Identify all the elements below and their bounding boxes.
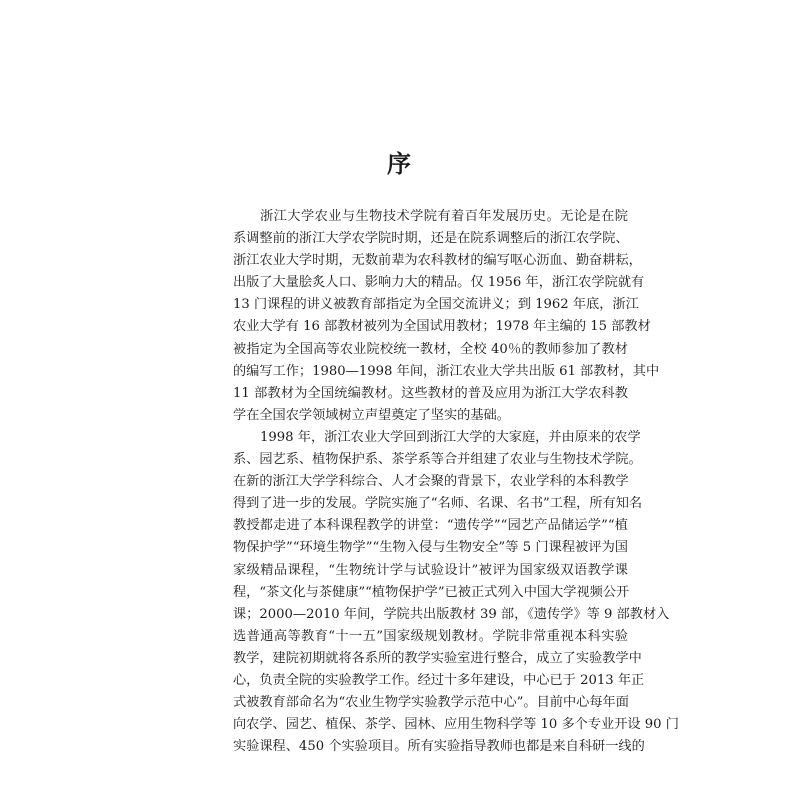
text-line: 系调整前的浙江大学农学院时期，还是在院系调整后的浙江农学院、 xyxy=(233,231,629,247)
text-line: 的编写工作；1980—1998 年间，浙江农业大学共出版 61 部教材，其中 xyxy=(233,363,660,379)
text-line: 出版了大量脍炙人口、影响力大的精品。仅 1956 年，浙江农学院就有 xyxy=(233,275,645,291)
text-line: 得到了进一步的发展。学院实施了“名师、名课、名书”工程，所有知名 xyxy=(233,496,643,512)
text-line: 心，负责全院的实验教学工作。经过十多年建设，中心已于 2013 年正 xyxy=(233,672,645,688)
page-title: 序 xyxy=(387,150,413,179)
text-line: 浙江农业大学时期，无数前辈为农科教材的编写呕心沥血、勤奋耕耘， xyxy=(233,253,642,269)
text-line: 1998 年，浙江农业大学回到浙江大学的大家庭，并由原来的农学 xyxy=(260,429,641,445)
text-line: 13 门课程的讲义被教育部指定为全国交流讲义；到 1962 年底，浙江 xyxy=(233,297,639,313)
text-line: 教授都走进了本科课程教学的讲堂：“遗传学”“园艺产品储运学”“植 xyxy=(233,518,628,534)
text-line: 物保护学”“环境生物学”“生物入侵与生物安全”等 5 门课程被评为国 xyxy=(233,540,628,556)
text-line: 课；2000—2010 年间，学院共出版教材 39 部，《遗传学》等 9 部教材入 xyxy=(233,606,670,622)
text-line: 式被教育部命名为“农业生物学实验教学示范中心”。目前中心每年面 xyxy=(233,695,629,711)
text-line: 被指定为全国高等农业院校统一教材，全校 40％的教师参加了教材 xyxy=(233,341,628,357)
text-line: 家级精品课程，“生物统计学与试验设计”被评为国家级双语教学课 xyxy=(233,562,628,578)
text-line: 系、园艺系、植物保护系、茶学系等合并组建了农业与生物技术学院。 xyxy=(233,452,642,468)
text-line: 向农学、园艺、植保、茶学、园林、应用生物科学等 10 多个专业开设 90 门 xyxy=(233,717,679,733)
text-line: 选普通高等教育“十一五”国家级规划教材。学院非常重视本科实验 xyxy=(233,628,628,644)
text-line: 11 部教材为全国统编教材。这些教材的普及应用为浙江大学农科教 xyxy=(233,385,628,401)
text-line: 实验课程、450 个实验项目。所有实验指导教师也都是来自科研一线的 xyxy=(233,739,645,755)
text-line: 学在全国农学领域树立声望奠定了坚实的基础。 xyxy=(233,407,510,423)
text-line: 农业大学有 16 部教材被列为全国试用教材；1978 年主编的 15 部教材 xyxy=(233,319,651,335)
text-line: 教学，建院初期就将各系所的教学实验室进行整合，成立了实验教学中 xyxy=(233,650,642,666)
text-line: 程，“茶文化与茶健康”“植物保护学”已被正式列入中国大学视频公开 xyxy=(233,584,630,600)
text-line: 浙江大学农业与生物技术学院有着百年发展历史。无论是在院 xyxy=(260,209,628,224)
preface-body xyxy=(233,206,679,758)
text-line: 在新的浙江大学学科综合、人才会聚的背景下，农业学科的本科教学 xyxy=(233,474,629,490)
